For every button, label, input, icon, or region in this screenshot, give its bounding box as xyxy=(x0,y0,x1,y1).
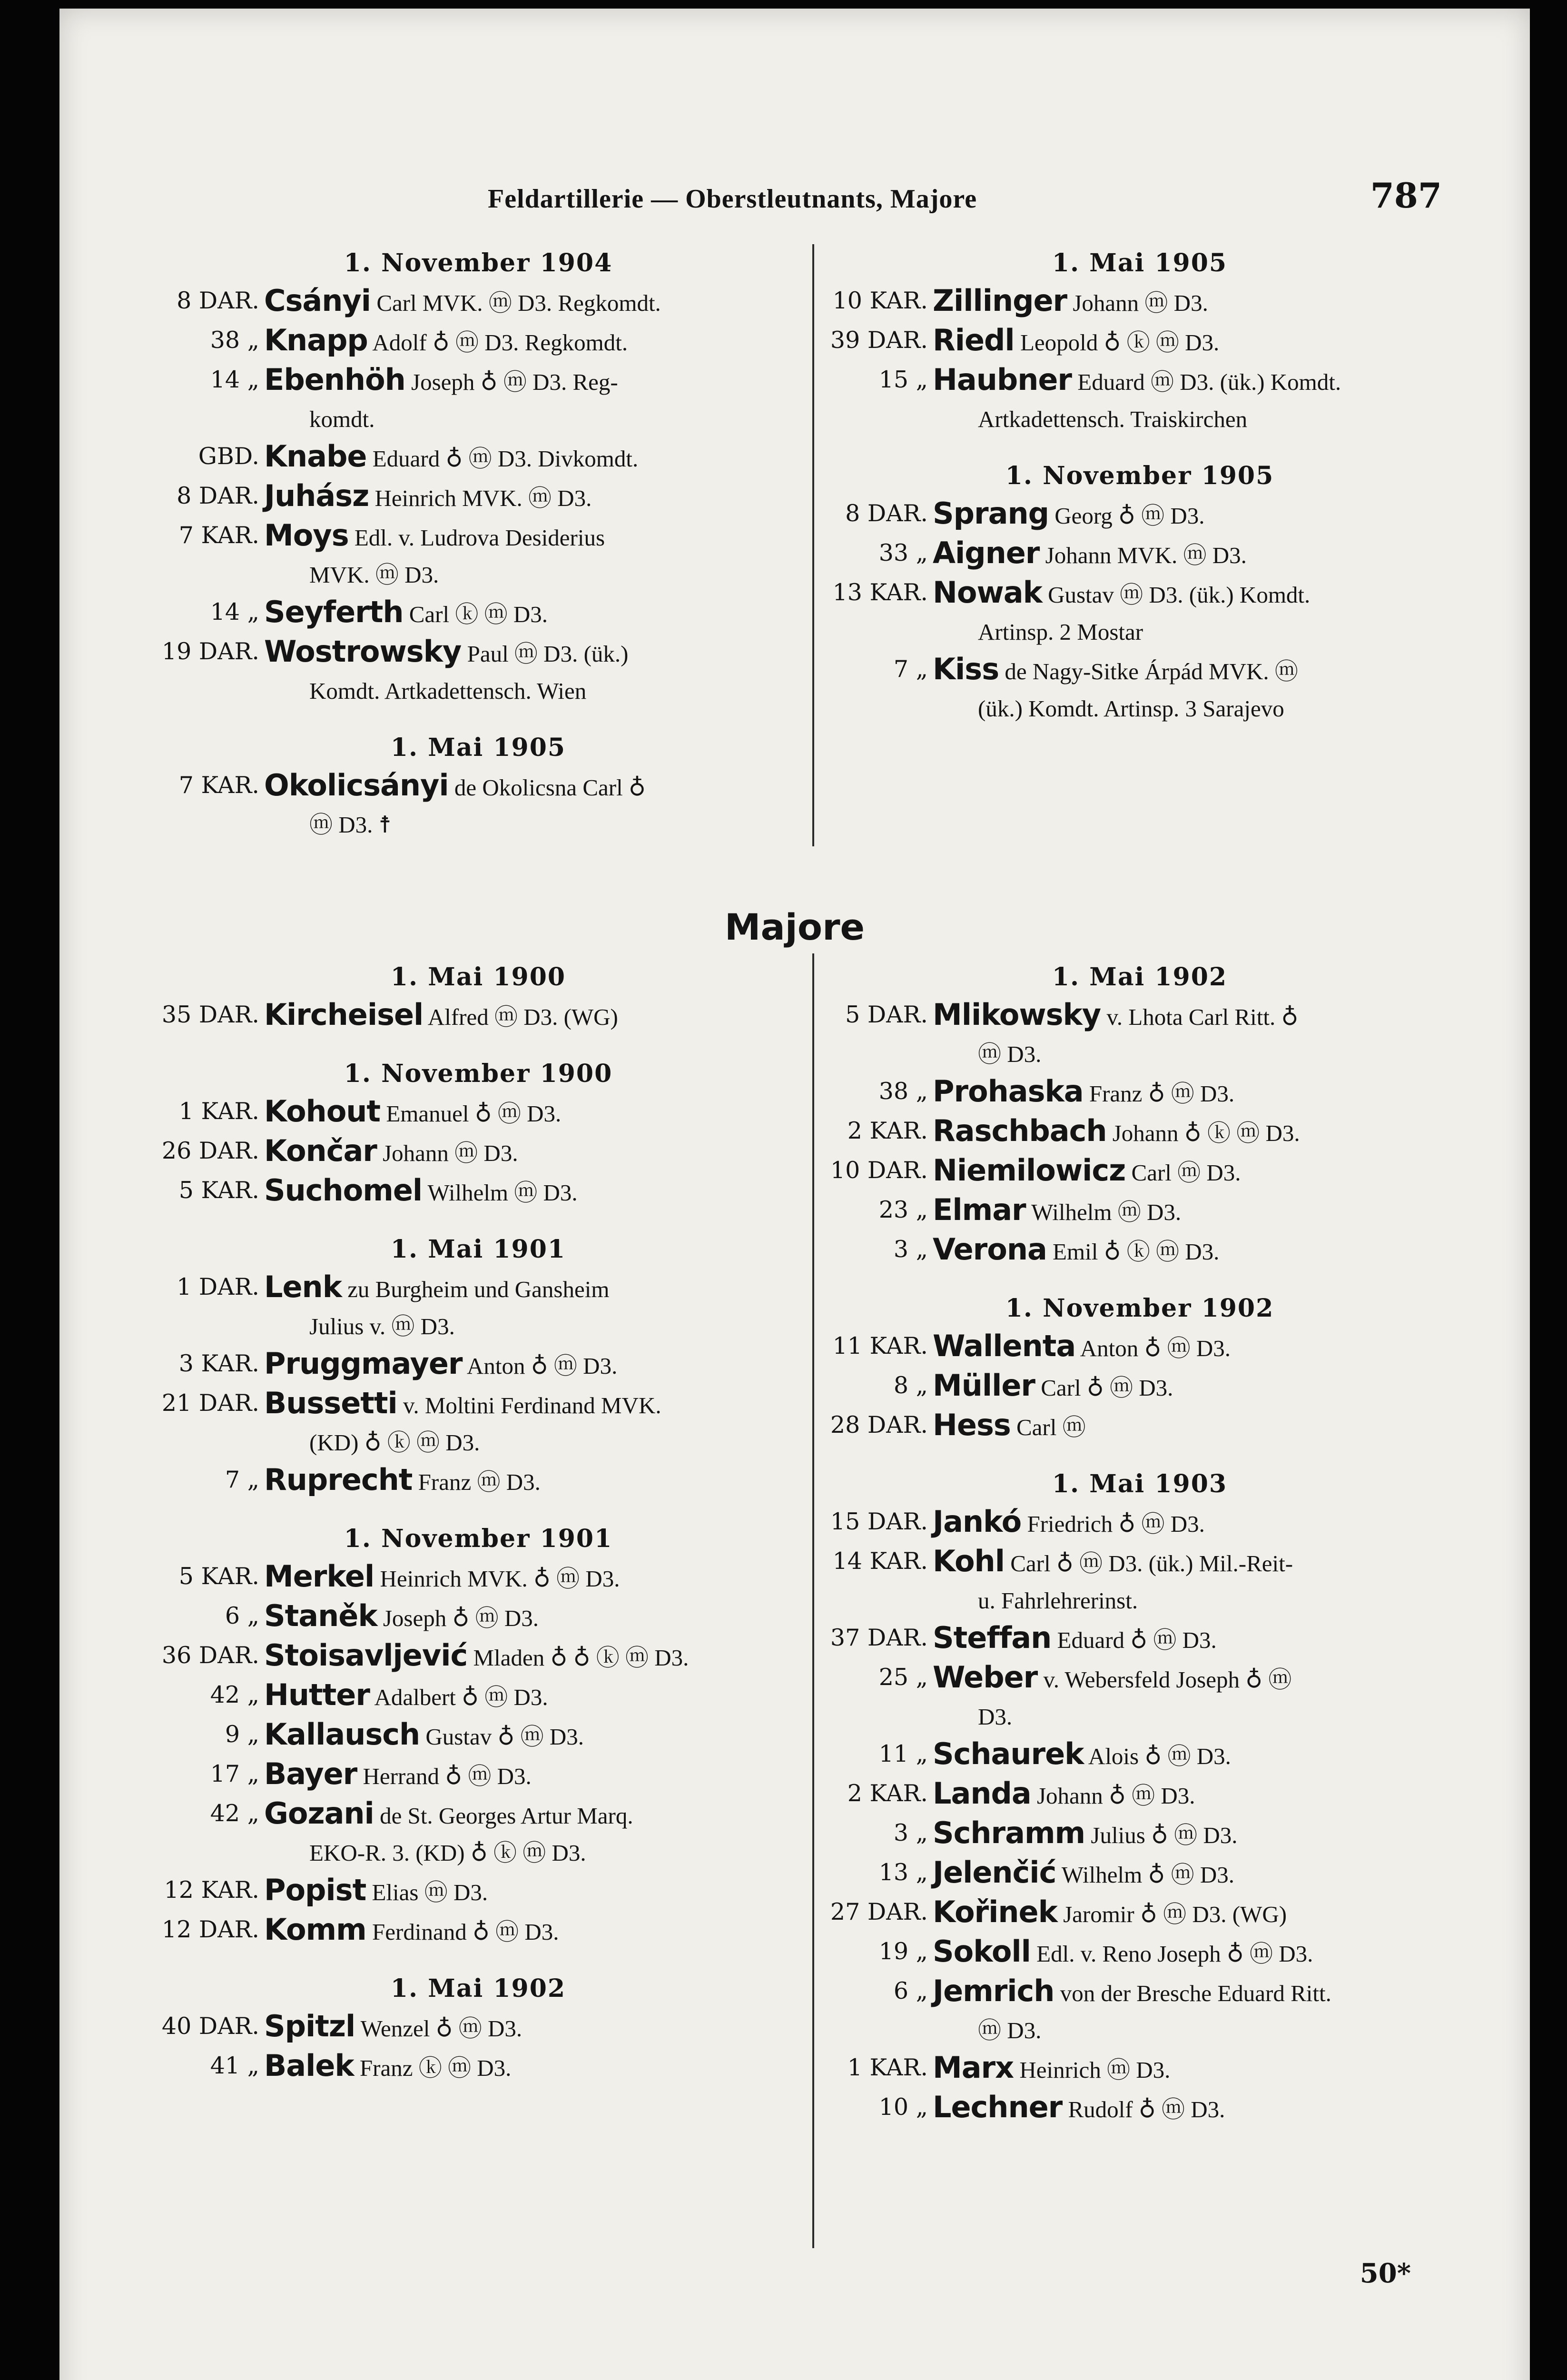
unit-number: 15 DAR. xyxy=(830,1508,928,1535)
officer-details: Joseph ♁ ⓜ D3. Reg- xyxy=(405,369,618,395)
officer-surname: Knapp xyxy=(264,323,368,357)
section-gap xyxy=(157,1951,799,1970)
officer-details: Johann ♁ ⓚ ⓜ D3. xyxy=(1106,1120,1300,1146)
unit-number: 2 KAR. xyxy=(847,1117,928,1144)
officer-entry xyxy=(826,1191,1454,1231)
date-heading: 1. Mai 1905 xyxy=(1052,248,1228,278)
unit-number: 5 KAR. xyxy=(178,1177,259,1204)
unit-number: 41 „ xyxy=(210,2052,259,2079)
officer-surname: Lechner xyxy=(933,2090,1063,2124)
officer-details: Emil ♁ ⓚ ⓜ D3. xyxy=(1046,1239,1220,1265)
unit-number: 38 „ xyxy=(210,327,259,354)
officer-details: Ferdinand ♁ ⓜ D3. xyxy=(366,1919,559,1945)
officer-surname: Hutter xyxy=(264,1677,370,1712)
unit-number: 11 „ xyxy=(878,1740,928,1767)
officer-entry xyxy=(826,1543,1454,1619)
officer-entry xyxy=(157,1385,799,1461)
officer-surname: Končar xyxy=(264,1133,377,1168)
officer-entry xyxy=(157,1558,799,1597)
officer-entry xyxy=(826,574,1454,651)
unit-number: 40 DAR. xyxy=(161,2013,259,2040)
officer-surname: Okolicsányi xyxy=(264,768,449,803)
officer-details: Johann ⓜ D3. xyxy=(1067,290,1208,316)
officer-surname: Verona xyxy=(933,1232,1047,1267)
officer-entry xyxy=(826,1933,1454,1973)
officer-entry xyxy=(826,2089,1454,2128)
officer-surname: Jelenčić xyxy=(933,1855,1056,1890)
officer-surname: Pruggmayer xyxy=(264,1346,463,1381)
officer-details: Julius ♁ ⓜ D3. xyxy=(1085,1822,1238,1848)
officer-surname: Bayer xyxy=(264,1756,357,1791)
unit-number: 26 DAR. xyxy=(161,1137,259,1164)
officer-surname: Jankó xyxy=(933,1504,1022,1539)
officer-details: v. Moltini Ferdinand MVK. xyxy=(397,1392,661,1418)
officer-entry xyxy=(157,633,799,710)
officer-surname: Ruprecht xyxy=(264,1462,413,1497)
officer-entry xyxy=(157,361,799,438)
unit-number: 11 KAR. xyxy=(832,1332,928,1359)
officer-details: v. Lhota Carl Ritt. ♁ xyxy=(1101,1004,1299,1030)
section-gap xyxy=(826,438,1454,457)
officer-details: Eduard ♁ ⓜ D3. Divkomdt. xyxy=(366,446,639,472)
officer-details: de Okolicsna Carl ♁ xyxy=(448,774,646,801)
officer-details: Wilhelm ♁ ⓜ D3. xyxy=(1056,1862,1234,1888)
officer-entry xyxy=(826,1973,1454,2049)
unit-number: 7 „ xyxy=(893,655,928,683)
officer-entry xyxy=(826,1328,1454,1367)
officer-details-continued: MVK. ⓜ D3. xyxy=(309,562,439,588)
officer-surname: Aigner xyxy=(933,536,1040,570)
officer-entry xyxy=(157,517,799,594)
date-heading: 1. Mai 1905 xyxy=(390,733,566,762)
unit-number: 37 DAR. xyxy=(830,1624,928,1651)
officer-details: Carl ⓜ D3. xyxy=(1125,1160,1241,1186)
officer-surname: Prohaska xyxy=(933,1074,1084,1109)
unit-number: 10 DAR. xyxy=(830,1157,928,1184)
officer-details-continued: ⓜ D3. ☨ xyxy=(309,812,392,838)
officer-details: Anton ♁ ⓜ D3. xyxy=(462,1353,618,1379)
officer-surname: Weber xyxy=(933,1660,1038,1695)
officer-details-continued: (ük.) Komdt. Artinsp. 3 Sarajevo xyxy=(978,695,1284,722)
officer-entry xyxy=(826,361,1454,438)
officer-details: Wilhelm ⓜ D3. xyxy=(1025,1199,1182,1225)
unit-number: 1 KAR. xyxy=(178,1098,259,1125)
unit-number: 36 DAR. xyxy=(161,1642,259,1669)
unit-number: 8 DAR. xyxy=(845,500,928,527)
officer-details: Jaromir ♁ ⓜ D3. (WG) xyxy=(1057,1901,1287,1927)
officer-surname: Nowak xyxy=(933,575,1042,610)
officer-entry xyxy=(826,1775,1454,1815)
officer-entry xyxy=(826,1894,1454,1933)
unit-number: GBD. xyxy=(198,443,259,470)
unit-number: 7 „ xyxy=(225,1466,259,1493)
section-gap xyxy=(826,1270,1454,1289)
officer-surname: Schramm xyxy=(933,1815,1085,1850)
page-header xyxy=(59,175,1530,218)
officer-details: Edl. v. Ludrova Desiderius xyxy=(348,525,605,551)
unit-number: 8 DAR. xyxy=(177,482,259,509)
officer-details: Friedrich ♁ ⓜ D3. xyxy=(1021,1511,1205,1537)
officer-entry xyxy=(826,651,1454,727)
unit-number: 3 „ xyxy=(893,1236,928,1263)
officer-details-continued: Komdt. Artkadettensch. Wien xyxy=(309,678,587,704)
officer-details: de Nagy-Sitke Árpád MVK. ⓜ xyxy=(999,658,1298,684)
officer-surname: Ebenhöh xyxy=(264,362,405,397)
officer-entry xyxy=(826,1231,1454,1270)
unit-number: 35 DAR. xyxy=(161,1001,259,1028)
date-heading: 1. November 1901 xyxy=(344,1524,613,1553)
officer-surname: Elmar xyxy=(933,1192,1026,1227)
officer-entry xyxy=(157,1172,799,1211)
unit-number: 2 KAR. xyxy=(847,1780,928,1807)
majore-right-column xyxy=(826,958,1454,2128)
officer-surname: Bussetti xyxy=(264,1386,397,1420)
officer-surname: Lenk xyxy=(264,1269,342,1304)
officer-surname: Sokoll xyxy=(933,1934,1031,1969)
officer-details: Leopold ♁ ⓚ ⓜ D3. xyxy=(1014,329,1220,356)
unit-number: 6 „ xyxy=(893,1977,928,2004)
officer-entry xyxy=(157,1716,799,1755)
unit-number: 1 DAR. xyxy=(177,1273,259,1300)
officer-surname: Knabe xyxy=(264,439,367,474)
officer-details: Franz ♁ ⓜ D3. xyxy=(1083,1081,1235,1107)
officer-details: Rudolf ♁ ⓜ D3. xyxy=(1062,2096,1225,2122)
date-heading: 1. November 1902 xyxy=(1005,1294,1274,1323)
unit-number: 3 „ xyxy=(893,1819,928,1846)
footer-signature: 50* xyxy=(1360,2258,1411,2289)
officer-entry xyxy=(157,1872,799,1911)
oberstleutnants-right-column xyxy=(826,244,1454,727)
page-number: 787 xyxy=(1370,175,1442,216)
officer-details: von der Bresche Eduard Ritt. xyxy=(1054,1980,1331,2006)
unit-number: 42 „ xyxy=(210,1681,259,1708)
date-heading: 1. November 1905 xyxy=(1005,461,1274,490)
officer-surname: Zillinger xyxy=(933,283,1067,318)
officer-entry xyxy=(157,1755,799,1795)
officer-entry xyxy=(157,1637,799,1676)
officer-details: Wilhelm ⓜ D3. xyxy=(422,1180,578,1206)
officer-surname: Raschbach xyxy=(933,1113,1107,1148)
unit-number: 3 KAR. xyxy=(178,1350,259,1377)
unit-number: 14 „ xyxy=(210,366,259,393)
unit-number: 5 DAR. xyxy=(845,1001,928,1028)
officer-entry xyxy=(826,535,1454,574)
unit-number: 39 DAR. xyxy=(830,327,928,354)
majore-left-column xyxy=(157,958,799,2087)
officer-surname: Seyferth xyxy=(264,595,404,629)
officer-surname: Mlikowsky xyxy=(933,997,1101,1032)
officer-surname: Komm xyxy=(264,1912,366,1947)
section-gap xyxy=(157,1211,799,1230)
officer-entry xyxy=(157,1911,799,1951)
officer-entry xyxy=(157,322,799,361)
officer-surname: Staněk xyxy=(264,1598,377,1633)
date-heading: 1. Mai 1900 xyxy=(390,962,566,992)
officer-details: Elias ⓜ D3. xyxy=(366,1879,488,1905)
officer-entry xyxy=(826,2049,1454,2089)
officer-details-continued: u. Fahrlehrerinst. xyxy=(978,1587,1138,1614)
officer-details: Eduard ♁ ⓜ D3. xyxy=(1051,1627,1217,1653)
officer-details: de St. Georges Artur Marq. xyxy=(374,1803,633,1829)
officer-surname: Stoisavljević xyxy=(264,1638,468,1673)
officer-details-continued: ⓜ D3. xyxy=(978,1041,1042,1067)
officer-details-continued: Artinsp. 2 Mostar xyxy=(978,619,1143,645)
officer-details: Carl ♁ ⓜ D3. (ük.) Mil.-Reit- xyxy=(1004,1550,1293,1577)
unit-number: 14 „ xyxy=(210,598,259,625)
section-gap xyxy=(157,710,799,729)
officer-details: Johann ♁ ⓜ D3. xyxy=(1031,1783,1195,1809)
oberstleutnants-left-column xyxy=(157,244,799,843)
officer-entry xyxy=(157,1093,799,1132)
unit-number: 7 KAR. xyxy=(178,772,259,799)
unit-number: 10 KAR. xyxy=(832,287,928,314)
officer-entry xyxy=(826,1112,1454,1152)
officer-surname: Spitzl xyxy=(264,2009,355,2043)
date-heading: 1. Mai 1902 xyxy=(390,1974,566,2003)
unit-number: 17 „ xyxy=(210,1760,259,1787)
officer-surname: Schaurek xyxy=(933,1736,1084,1771)
officer-details: Emanuel ♁ ⓜ D3. xyxy=(380,1101,562,1127)
officer-details: Carl ♁ ⓜ D3. xyxy=(1035,1375,1173,1401)
unit-number: 25 „ xyxy=(878,1664,928,1691)
unit-number: 1 KAR. xyxy=(847,2054,928,2081)
officer-entry xyxy=(157,767,799,843)
unit-number: 8 DAR. xyxy=(177,287,259,314)
majore-title: Majore xyxy=(724,906,865,948)
officer-surname: Kohout xyxy=(264,1094,381,1129)
unit-number: 28 DAR. xyxy=(830,1411,928,1438)
officer-details: Alois ♁ ⓜ D3. xyxy=(1084,1743,1231,1769)
officer-surname: Kallausch xyxy=(264,1717,420,1752)
officer-surname: Gozani xyxy=(264,1796,374,1831)
officer-surname: Hess xyxy=(933,1408,1011,1442)
unit-number: 19 DAR. xyxy=(161,638,259,665)
officer-details: Joseph ♁ ⓜ D3. xyxy=(377,1605,539,1631)
officer-details: Gustav ♁ ⓜ D3. xyxy=(420,1724,584,1750)
officer-surname: Wostrowsky xyxy=(264,634,462,669)
officer-surname: Csányi xyxy=(264,283,371,318)
unit-number: 12 KAR. xyxy=(164,1876,259,1904)
unit-number: 42 „ xyxy=(210,1800,259,1827)
officer-entry xyxy=(826,495,1454,535)
officer-details: zu Burgheim und Gansheim xyxy=(341,1276,610,1302)
unit-number: 13 „ xyxy=(878,1859,928,1886)
officer-surname: Moys xyxy=(264,518,349,553)
officer-entry xyxy=(157,1132,799,1172)
officer-details: Carl MVK. ⓜ D3. Regkomdt. xyxy=(371,290,661,316)
unit-number: 14 KAR. xyxy=(832,1547,928,1575)
officer-details: Heinrich MVK. ♁ ⓜ D3. xyxy=(374,1566,620,1592)
officer-details: Carl ⓜ xyxy=(1010,1414,1086,1440)
officer-entry xyxy=(826,1815,1454,1854)
officer-details: Alfred ⓜ D3. (WG) xyxy=(423,1004,618,1030)
officer-details: Heinrich ⓜ D3. xyxy=(1014,2057,1171,2083)
section-gap xyxy=(157,1501,799,1520)
officer-details: Eduard ⓜ D3. (ük.) Komdt. xyxy=(1072,369,1341,395)
date-heading: 1. November 1904 xyxy=(344,248,613,278)
unit-number: 5 KAR. xyxy=(178,1563,259,1590)
officer-details-continued: D3. xyxy=(978,1704,1013,1730)
officer-details-continued: Julius v. ⓜ D3. xyxy=(309,1313,455,1339)
section-gap xyxy=(157,1036,799,1055)
officer-surname: Marx xyxy=(933,2050,1014,2085)
officer-details: Franz ⓚ ⓜ D3. xyxy=(354,2055,512,2081)
officer-entry xyxy=(157,477,799,517)
unit-number: 21 DAR. xyxy=(161,1389,259,1417)
officer-entry xyxy=(826,282,1454,322)
officer-details-continued: (KD) ♁ ⓚ ⓜ D3. xyxy=(309,1429,480,1456)
officer-entry xyxy=(157,1269,799,1345)
officer-entry xyxy=(157,996,799,1036)
officer-surname: Juhász xyxy=(264,478,369,513)
officer-entry xyxy=(826,1619,1454,1659)
officer-entry xyxy=(826,1659,1454,1735)
column-divider-bottom xyxy=(812,953,814,2248)
officer-details: Carl ⓚ ⓜ D3. xyxy=(403,601,548,627)
officer-details: Gustav ⓜ D3. (ük.) Komdt. xyxy=(1042,582,1311,608)
unit-number: 8 „ xyxy=(893,1372,928,1399)
officer-surname: Merkel xyxy=(264,1559,375,1594)
officer-surname: Haubner xyxy=(933,362,1072,397)
officer-entry xyxy=(826,322,1454,361)
officer-surname: Steffan xyxy=(933,1620,1052,1655)
unit-number: 15 „ xyxy=(878,366,928,393)
officer-entry xyxy=(157,1461,799,1501)
officer-surname: Jemrich xyxy=(933,1973,1055,2008)
officer-surname: Riedl xyxy=(933,323,1015,357)
unit-number: 9 „ xyxy=(225,1721,259,1748)
officer-entry xyxy=(157,438,799,477)
officer-details: Adalbert ♁ ⓜ D3. xyxy=(369,1684,548,1710)
officer-surname: Müller xyxy=(933,1368,1035,1403)
officer-entry xyxy=(157,1345,799,1385)
officer-entry xyxy=(826,1367,1454,1407)
unit-number: 38 „ xyxy=(878,1078,928,1105)
officer-details-continued: Artkadettensch. Traiskirchen xyxy=(978,406,1248,432)
officer-surname: Kořinek xyxy=(933,1894,1057,1929)
running-head: Feldartillerie — Oberstleutnants, Majore xyxy=(488,184,977,214)
officer-surname: Niemilowicz xyxy=(933,1153,1126,1188)
officer-entry xyxy=(826,1152,1454,1191)
unit-number: 13 KAR. xyxy=(832,579,928,606)
officer-entry xyxy=(157,1597,799,1637)
officer-entry xyxy=(826,1073,1454,1112)
unit-number: 12 DAR. xyxy=(161,1916,259,1943)
officer-details-continued: EKO-R. 3. (KD) ♁ ⓚ ⓜ D3. xyxy=(309,1840,586,1866)
officer-details: Johann MVK. ⓜ D3. xyxy=(1039,542,1247,568)
officer-surname: Kiss xyxy=(933,652,999,686)
officer-entry xyxy=(826,1407,1454,1446)
page-paper xyxy=(59,9,1530,2380)
officer-details: v. Webersfeld Joseph ♁ ⓜ xyxy=(1037,1666,1292,1693)
officer-details-continued: ⓜ D3. xyxy=(978,2017,1042,2043)
officer-entry xyxy=(157,1795,799,1872)
officer-details: Franz ⓜ D3. xyxy=(412,1469,541,1495)
officer-entry xyxy=(826,1503,1454,1543)
unit-number: 33 „ xyxy=(878,539,928,566)
unit-number: 27 DAR. xyxy=(830,1898,928,1925)
officer-details: Anton ♁ ⓜ D3. xyxy=(1075,1335,1231,1361)
officer-details: Edl. v. Reno Joseph ♁ ⓜ D3. xyxy=(1030,1941,1313,1967)
officer-details: Heinrich MVK. ⓜ D3. xyxy=(369,485,592,511)
officer-surname: Wallenta xyxy=(933,1329,1076,1363)
unit-number: 6 „ xyxy=(225,1602,259,1629)
officer-details: Georg ♁ ⓜ D3. xyxy=(1048,503,1205,529)
date-heading: 1. Mai 1903 xyxy=(1052,1469,1228,1498)
unit-number: 10 „ xyxy=(878,2093,928,2121)
unit-number: 19 „ xyxy=(878,1938,928,1965)
officer-entry xyxy=(157,2008,799,2047)
officer-surname: Landa xyxy=(933,1776,1031,1811)
officer-details: Mladen ♁ ♁ ⓚ ⓜ D3. xyxy=(467,1645,689,1671)
officer-surname: Popist xyxy=(264,1873,366,1907)
section-gap xyxy=(826,1446,1454,1465)
officer-details: Johann ⓜ D3. xyxy=(376,1140,518,1166)
date-heading: 1. Mai 1901 xyxy=(390,1235,566,1264)
officer-surname: Kircheisel xyxy=(264,997,424,1032)
unit-number: 7 KAR. xyxy=(178,522,259,549)
date-heading: 1. November 1900 xyxy=(344,1059,613,1088)
officer-entry xyxy=(157,2047,799,2087)
officer-details-continued: komdt. xyxy=(309,406,375,432)
date-heading: 1. Mai 1902 xyxy=(1052,962,1228,992)
officer-entry xyxy=(157,282,799,322)
officer-entry xyxy=(157,594,799,633)
officer-surname: Balek xyxy=(264,2048,354,2083)
unit-number: 23 „ xyxy=(878,1196,928,1223)
officer-surname: Kohl xyxy=(933,1544,1005,1578)
officer-surname: Sprang xyxy=(933,496,1049,531)
officer-surname: Suchomel xyxy=(264,1173,423,1208)
officer-entry xyxy=(826,1854,1454,1894)
officer-entry xyxy=(826,1735,1454,1775)
officer-details: Paul ⓜ D3. (ük.) xyxy=(461,641,629,667)
officer-entry xyxy=(826,996,1454,1073)
column-divider-top xyxy=(812,244,814,846)
officer-details: Herrand ♁ ⓜ D3. xyxy=(357,1763,532,1789)
officer-entry xyxy=(157,1676,799,1716)
officer-details: Adolf ♁ ⓜ D3. Regkomdt. xyxy=(367,329,628,356)
officer-details: Wenzel ♁ ⓜ D3. xyxy=(355,2015,522,2042)
